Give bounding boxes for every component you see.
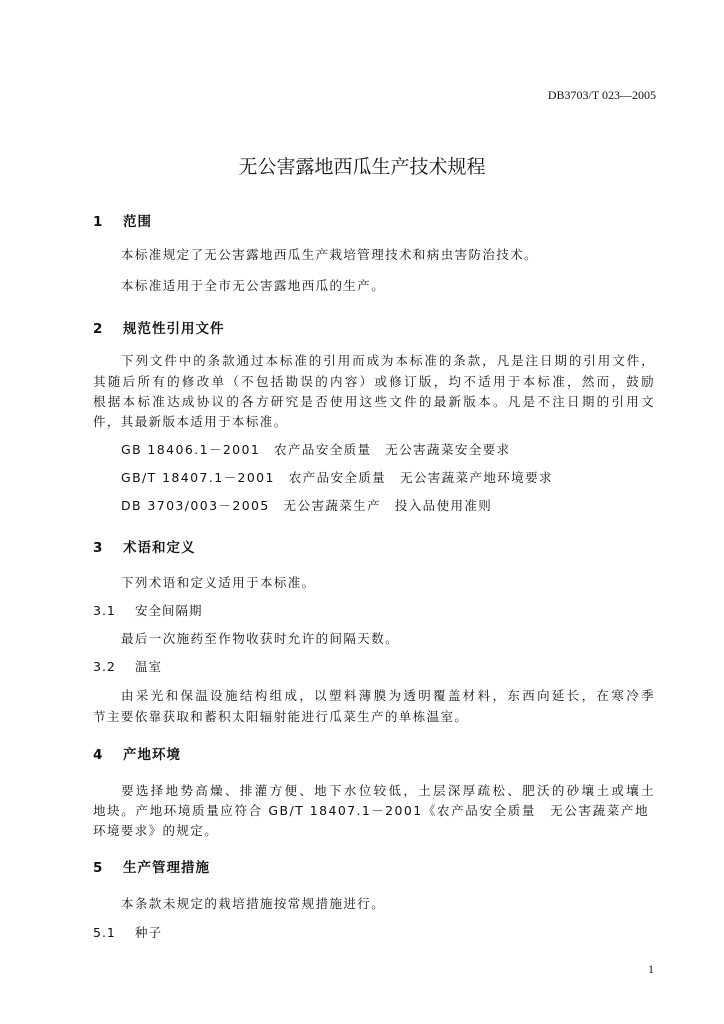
term-definition-line: 节主要依靠获取和蓄积太阳辐射能进行瓜菜生产的单栋温室。 [93, 709, 469, 724]
reference-item: GB/T 18407.1－2001 农产品安全质量 无公害蔬菜产地环境要求 [121, 470, 553, 485]
paragraph: 本标准规定了无公害露地西瓜生产栽培管理技术和病虫害防治技术。 [121, 247, 539, 262]
reference-item: DB 3703/003－2005 无公害蔬菜生产 投入品使用准则 [121, 498, 493, 513]
paragraph-line: 环境要求》的规定。 [93, 823, 219, 838]
term-number: 3.1 [93, 603, 116, 618]
section-number: 4 [93, 747, 104, 763]
section-title: 生产管理措施 [123, 860, 210, 876]
section-title: 产地环境 [123, 747, 181, 763]
section-number: 2 [93, 321, 104, 337]
paragraph-line: 要选择地势高燥、排灌方便、地下水位较低，土层深厚疏松、肥沃的砂壤土或壤土 [121, 783, 655, 798]
paragraph: 本条款未规定的栽培措施按常规措施进行。 [121, 896, 386, 911]
term-title: 安全间隔期 [135, 603, 203, 618]
section-heading-1 [93, 210, 152, 230]
section-heading-4 [93, 743, 181, 763]
section-title: 范围 [123, 214, 152, 230]
section-heading-2 [93, 317, 225, 337]
term-heading-5-1 [93, 923, 162, 941]
standard-number: DB3703/T 023—2005 [547, 88, 656, 102]
section-heading-3 [93, 536, 196, 556]
paragraph: 下列术语和定义适用于本标准。 [121, 575, 316, 590]
reference-item: GB 18406.1－2001 农产品安全质量 无公害蔬菜安全要求 [121, 442, 511, 457]
section-title: 术语和定义 [123, 540, 196, 556]
term-definition-line: 由采光和保温设施结构组成，以塑料薄膜为透明覆盖材料，东西向延长，在寒冷季 [121, 688, 655, 703]
term-heading-3-1 [93, 601, 203, 619]
page-title: 无公害露地西瓜生产技术规程 [238, 156, 486, 178]
term-title: 种子 [135, 925, 163, 940]
term-heading-3-2 [93, 657, 162, 675]
page-number: 1 [648, 962, 654, 976]
term-number: 5.1 [93, 925, 116, 940]
term-number: 3.2 [93, 659, 116, 674]
paragraph: 本标准适用于全市无公害露地西瓜的生产。 [121, 278, 386, 293]
paragraph-line: 根据本标准达成协议的各方研究是否使用这些文件的最新版本。凡是不注日期的引用文 [93, 394, 655, 409]
section-title: 规范性引用文件 [123, 321, 225, 337]
section-number: 1 [93, 214, 104, 230]
paragraph-line: 其随后所有的修改单（不包括勘误的内容）或修订版，均不适用于本标准，然而，鼓励 [93, 374, 655, 389]
paragraph-line: 件，其最新版本适用于本标准。 [93, 414, 288, 429]
paragraph-line: 下列文件中的条款通过本标准的引用而成为本标准的条款，凡是注日期的引用文件， [121, 353, 655, 368]
section-heading-5 [93, 856, 210, 876]
term-definition: 最后一次施药至作物收获时允许的间隔天数。 [121, 631, 400, 646]
term-title: 温室 [135, 659, 163, 674]
section-number: 3 [93, 540, 104, 556]
section-number: 5 [93, 860, 104, 876]
paragraph-line: 地块。产地环境质量应符合 GB/T 18407.1－2001《农产品安全质量 无公害蔬菜产地 [93, 803, 649, 818]
